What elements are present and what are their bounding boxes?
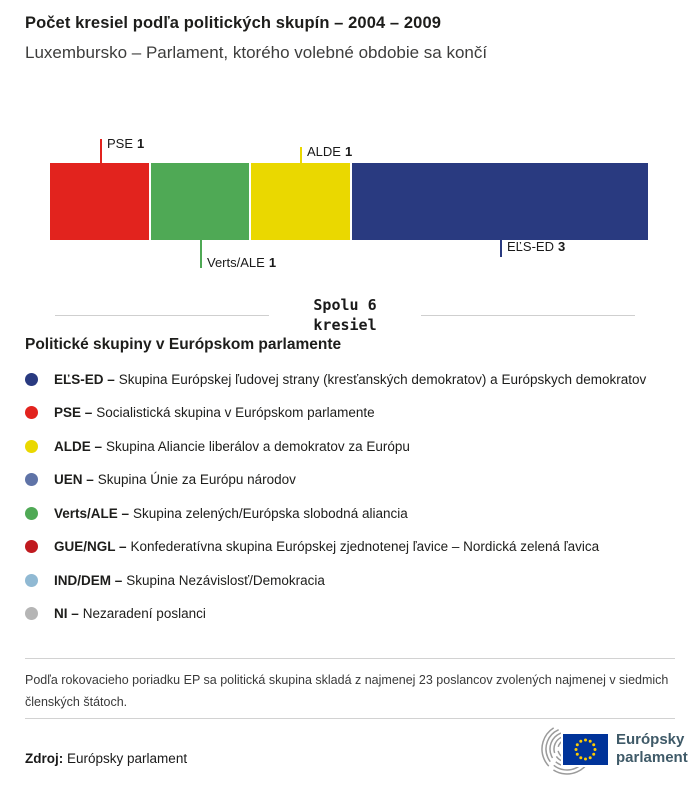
page-subtitle: Luxembursko – Parlament, ktorého volebné obdobie sa končí: [25, 43, 488, 62]
legend-item-text: PSE – Socialistická skupina v Európskom parlamente: [54, 405, 375, 420]
legend-color-dot: [25, 607, 38, 620]
bar-segment-e-s-ed: [352, 163, 648, 240]
divider-line-right: [421, 315, 635, 316]
page-title: Počet kresiel podľa politických skupín – 2004 – 2009: [25, 14, 441, 32]
legend-item-text: UEN – Skupina Únie za Európu národov: [54, 472, 296, 487]
footnote-text: Podľa rokovacieho poriadku EP sa politická skupina skladá z najmenej 23 poslancov zvolených najmenej v siedmich členských štátoch.: [25, 673, 669, 709]
divider-line-left: [55, 315, 269, 316]
bar-segment-pse: [50, 163, 149, 240]
callout-verts-ale-label: [207, 255, 276, 270]
legend-item: [25, 403, 685, 423]
total-seats-divider: [55, 296, 635, 335]
legend-item-text: Verts/ALE – Skupina zelených/Európska slobodná aliancia: [54, 505, 408, 521]
total-seats-line1: Spolu 6: [313, 296, 377, 314]
legend-list: [25, 369, 685, 637]
legend-item-text: ALDE – Skupina Aliancie liberálov a demokratov za Európu: [54, 438, 410, 454]
callout-seat-count: 1: [344, 144, 353, 159]
legend-color-dot: [25, 574, 38, 587]
legend-color-dot: [25, 406, 38, 419]
legend-color-dot: [25, 473, 38, 486]
hemicycle-eu-flag-icon: [527, 723, 611, 775]
legend-item-text: GUE/NGL – Konfederatívna skupina Európskej zjednotenej ľavice – Nordická zelená ľavica: [54, 539, 600, 554]
legend-color-dot: [25, 373, 38, 386]
callout-seat-count: 1: [268, 255, 277, 270]
callout-els-ed: [500, 239, 566, 257]
legend-item: [25, 537, 685, 557]
total-seats-label: [313, 296, 376, 335]
legend-color-dot: [25, 440, 38, 453]
callout-seat-count: 3: [557, 239, 566, 254]
legend-color-dot: [25, 540, 38, 553]
legend-item: [25, 470, 685, 490]
callout-group-name: EĽS-ED: [507, 239, 554, 254]
logo-wordmark: [616, 731, 688, 767]
bar-segment-alde: [251, 163, 350, 240]
total-seats-line2: kresiel: [313, 315, 377, 334]
stacked-seat-bar: [50, 163, 648, 240]
legend-item: [25, 570, 685, 590]
footnote-divider-bottom: [25, 718, 675, 719]
callout-alde-label: [307, 144, 352, 159]
callout-alde: [300, 144, 353, 163]
logo-word-line2: parlament: [616, 749, 688, 766]
callout-group-name: ALDE: [307, 144, 341, 159]
legend-item: [25, 369, 685, 389]
legend-item: [25, 436, 685, 456]
callout-group-name: Verts/ALE: [207, 255, 265, 270]
callout-pse-label: [107, 136, 144, 151]
legend-color-dot: [25, 507, 38, 520]
callout-verts-ale: [200, 240, 277, 270]
callout-group-name: PSE: [107, 136, 134, 151]
source-value: Európsky parlament: [67, 751, 188, 766]
callout-seat-count: 1: [137, 136, 145, 151]
callout-els-ed-label: [507, 239, 565, 254]
logo-word-line1: Európsky: [616, 731, 685, 748]
legend-item-text: NI – Nezaradení poslanci: [54, 606, 206, 621]
source-label: Zdroj:: [25, 751, 64, 766]
legend-item-text: EĽS-ED – Skupina Európskej ľudovej strany (kresťanských demokratov) a Európskych demokratov: [54, 371, 647, 387]
legend-heading: Politické skupiny v Európskom parlamente: [25, 336, 342, 353]
callout-pse: [100, 136, 145, 163]
source-line: [25, 751, 187, 766]
legend-item: [25, 503, 685, 523]
legend-item-text: IND/DEM – Skupina Nezávislosť/Demokracia: [54, 572, 325, 588]
bar-segment-verts-ale: [151, 163, 250, 240]
footnote-divider-top: [25, 658, 675, 659]
legend-item: [25, 604, 685, 624]
european-parliament-logo: [527, 723, 688, 775]
